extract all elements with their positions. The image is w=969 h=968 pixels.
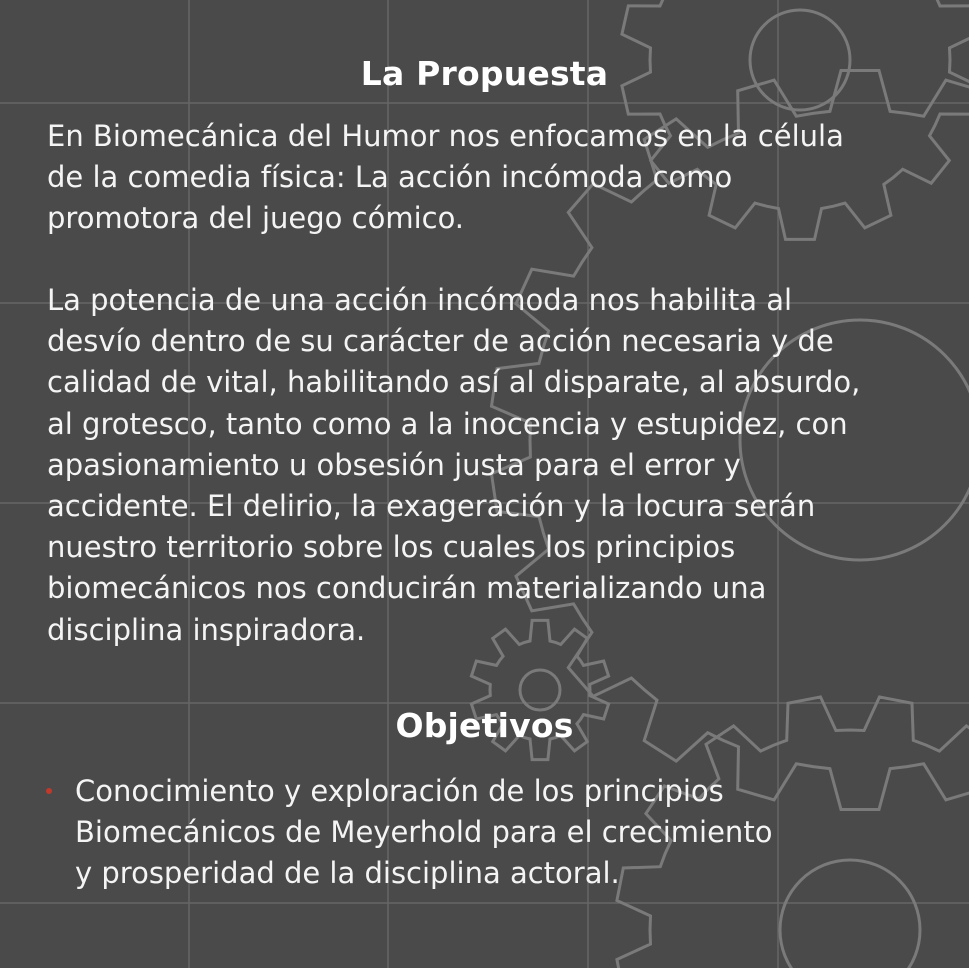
propuesta-paragraph-1: En Biomecánica del Humor nos enfocamos en la célula de la comedia física: La acción incómoda como promotora del juego cómico.	[47, 119, 844, 236]
objetivo-item: Conocimiento y exploración de los principios Biomecánicos de Meyerhold para el crecimiento y prosperidad de la disciplina actoral.	[75, 774, 773, 891]
propuesta-paragraph-2: La potencia de una acción incómoda nos habilita al desvío dentro de su carácter de acción necesaria y de calidad de vital, habilitando así al disparate, al absurdo, al grotesco, tanto como a la inocencia y estupidez, con apasionamiento u obsesión justa para el error y accidente. El delirio, la exageración y la locura serán nuestro territorio sobre los cuales los principios biomecánicos nos conducirán materializando una disciplina inspiradora.	[47, 283, 861, 647]
bullet-icon	[46, 788, 52, 794]
objetivos-heading: Objetivos	[395, 706, 574, 745]
propuesta-heading: La Propuesta	[360, 54, 609, 93]
